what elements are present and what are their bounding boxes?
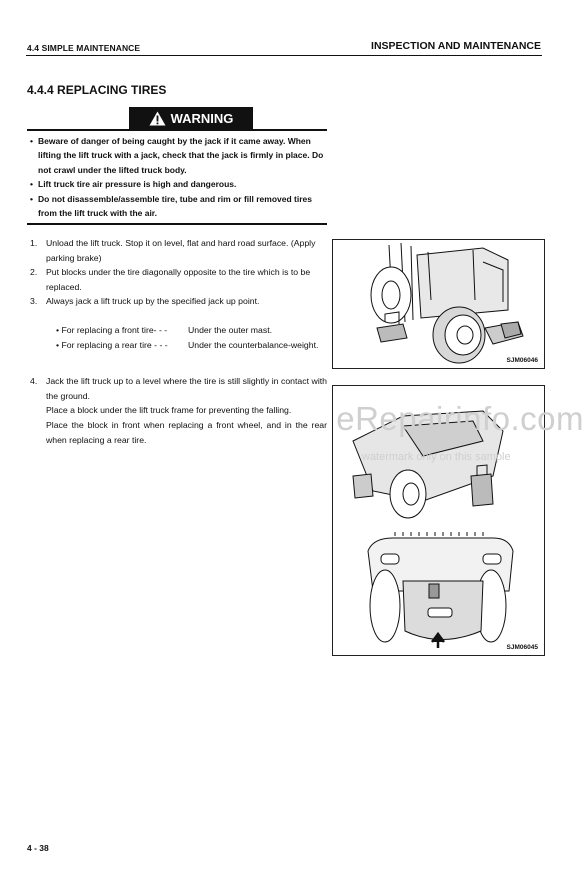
step-text: Place the block in front when replacing a front wheel, and in the rear when replacing a rear tire. [46,419,327,445]
jack-point-value: Under the counterbalance-weight. [188,339,319,350]
step-2 [30,265,327,294]
figure-code: SJM06045 [506,644,538,651]
header-rule [26,55,542,56]
section-title: 4.4.4 REPLACING TIRES [27,83,167,97]
step-text: Place a block under the lift truck frame for preventing the falling. [46,405,292,416]
procedure-steps [30,236,327,447]
step-4 [30,374,327,447]
jack-point-value: Under the outer mast. [188,324,273,335]
warning-list [27,131,327,220]
warning-triangle-icon [149,111,166,126]
warning-bottom-rule [27,223,327,225]
warning-item: • Do not disassemble/assemble tire, tube and rim or fill removed tires from the lift truck with the air. [27,192,327,221]
watermark: eRepairinfo.com [336,400,584,437]
step-number: 3. [30,296,38,307]
running-header-chapter: INSPECTION AND MAINTENANCE [371,40,541,52]
warning-box [27,107,327,225]
step-text: Jack the lift truck up to a level where the tire is still slightly in contact with the ground. [46,376,327,401]
warning-item: • Lift truck tire air pressure is high and dangerous. [27,177,327,191]
warning-label-text: WARNING [170,110,234,126]
step-3 [30,294,327,309]
forklift-jack-illustration [333,240,544,368]
page-number: 4 - 38 [27,843,49,853]
step-text: Put blocks under the tire diagonally opposite to the tire which is to be replaced. [46,267,311,292]
warning-label [129,107,253,129]
step-1 [30,236,327,265]
jack-point-label: • For replacing a rear tire - - - [56,339,168,350]
step-number: 2. [30,267,38,278]
running-header-section: 4.4 SIMPLE MAINTENANCE [27,43,141,53]
jack-point-front [30,323,327,338]
jack-point-label: • For replacing a front tire- - - [56,324,168,335]
watermark-subtext: watermark only on this sample [362,451,511,463]
figure-jack-front [332,239,545,369]
step-number: 4. [30,376,38,387]
warning-item: • Beware of danger of being caught by the jack if it came away. When lifting the lift truck with a jack, check that the jack is firmly in place. Do not crawl under the lifted truck body. [27,134,327,177]
step-text: Unload the lift truck. Stop it on level, flat and hard road surface. (Apply parking brake) [46,238,316,263]
jack-point-rear [30,338,327,353]
figure-code: SJM06046 [506,357,538,364]
step-text: Always jack a lift truck up by the specified jack up point. [46,296,260,307]
step-number: 1. [30,238,38,248]
